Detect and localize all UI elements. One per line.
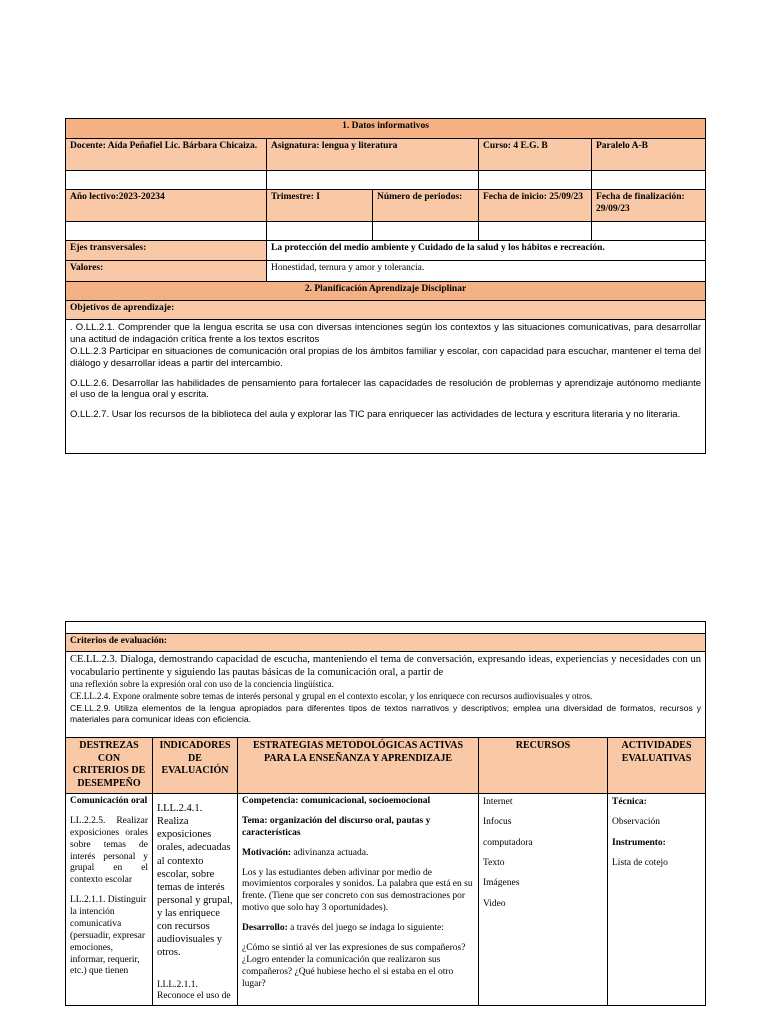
fecha-inicio-cell: Fecha de inicio: 25/09/23	[479, 190, 592, 222]
objetivos-label: Objetivos de aprendizaje:	[66, 301, 706, 320]
asignatura-cell: Asignatura: lengua y literatura	[267, 139, 479, 171]
col-indicadores: INDICADORES DE EVALUACIÓN	[153, 738, 238, 794]
instrumento-value: Lista de cotejo	[612, 858, 668, 869]
destreza-2: LL.2.1.1. Distinguir la intención comunicativa (persuadir, expresar emociones, informar, requerir, etc.) que tienen	[70, 895, 147, 977]
valores-value: Honestidad, ternura y amor y tolerancia.	[267, 261, 706, 282]
datos-informativos-table	[65, 118, 706, 454]
destrezas-cell	[66, 794, 153, 1006]
recurso-item: Internet	[483, 797, 513, 807]
planificacion-table	[65, 621, 706, 1006]
empty-cell	[66, 171, 267, 190]
criterios-label: Criterios de evaluación:	[66, 634, 706, 652]
criterio-3: CE.LL.2.9. Utiliza elementos de la lengua apropiados para diferentes tipos de textos narrativos y descriptivos; emplea una diversidad de formatos, recursos y materiales para comunicar ideas con eficiencia.	[70, 702, 702, 725]
recurso-item: Video	[483, 898, 506, 909]
indicador-2: I.LL.2.1.1. Reconoce el uso de	[157, 979, 231, 1002]
motivacion-text: adivinanza actuada.	[291, 847, 369, 858]
estrategia-parrafo-2: ¿Cómo se sintió al ver las expresiones de sus compañeros? ¿Logro entender la comunicación que realizaron sus compañeros? ¿Qué hubiese hecho el si estaba en el otro lugar?	[242, 942, 466, 989]
recursos-cell	[479, 794, 608, 1006]
anio-lectivo-cell: Año lectivo:2023-20234	[66, 190, 267, 222]
tecnica-label: Técnica:	[612, 797, 647, 807]
empty-cell	[479, 171, 592, 190]
objetivo-item: O.LL.2.3 Participar en situaciones de comunicación oral propias de los ámbitos familiar y escolar, con capacidad para escuchar, mantener el tema del diálogo y desarrollar ideas a partir del intercambio.	[70, 345, 702, 369]
empty-cell	[267, 222, 373, 241]
ejes-label: Ejes transversales:	[66, 241, 267, 261]
trimestre-cell: Trimestre: I	[267, 190, 373, 222]
indicador-1: I.LL.2.4.1. Realiza exposiciones orales, adecuadas al contexto escolar, sobre temas de interés personal y grupal, y las enriquece con recursos audiovisuales y otros.	[157, 803, 233, 959]
recurso-item: computadora	[483, 837, 533, 848]
recurso-item: Texto	[483, 858, 505, 869]
recurso-item: Infocus	[483, 817, 512, 828]
objetivo-item: . O.LL.2.1. Comprender que la lengua escrita se usa con diversas intenciones según los contextos y las situaciones comunicativas, para desarrollar una actitud de indagación crítica frente a los textos escritos	[70, 322, 702, 345]
col-recursos: RECURSOS	[479, 738, 608, 794]
tecnica-value: Observación	[612, 817, 661, 828]
destreza-titulo: Comunicación oral	[70, 796, 148, 806]
ejes-value: La protección del medio ambiente y Cuidado de la salud y los hábitos e recreación.	[267, 241, 706, 261]
tema-text: Tema: organización del discurso oral, pautas y características	[242, 815, 431, 838]
empty-cell	[66, 622, 706, 634]
estrategias-cell	[238, 794, 479, 1006]
objetivos-list	[66, 320, 706, 454]
paralelo-cell: Paralelo A-B	[592, 139, 706, 171]
destreza-1: LL.2.2.5. Realizar exposiciones orales sobre temas de interés personal y grupal en el contexto escolar	[70, 815, 148, 886]
col-estrategias: ESTRATEGIAS METODOLÓGICAS ACTIVAS PARA LA ENSEÑANZA Y APRENDIZAJE	[238, 738, 479, 794]
section2-title: 2. Planificación Aprendizaje Disciplinar	[66, 282, 706, 301]
periodos-cell: Número de periodos:	[373, 190, 479, 222]
motivacion-line	[242, 848, 474, 860]
actividades-cell	[608, 794, 706, 1006]
empty-cell	[66, 222, 267, 241]
docente-cell: Docente: Aída Peñafiel Lic. Bárbara Chicaiza.	[66, 139, 267, 171]
empty-cell	[373, 222, 479, 241]
desarrollo-line	[242, 923, 474, 935]
objetivo-item: O.LL.2.7. Usar los recursos de la biblioteca del aula y explorar las TIC para enriquecer las actividades de lectura y escritura literaria y no literaria.	[70, 409, 681, 421]
criterio-1: CE.LL.2.3. Dialoga, demostrando capacidad de escucha, manteniendo el tema de conversación, expresando ideas, experiencias y necesidades con un vocabulario pertinente y siguiendo las pautas básicas de la comunicación oral, a partir de	[70, 654, 702, 678]
criterios-content	[66, 652, 706, 738]
fecha-fin-cell: Fecha de finalización: 29/09/23	[592, 190, 706, 222]
empty-cell	[267, 171, 479, 190]
objetivo-item: O.LL.2.6. Desarrollar las habilidades de pensamiento para fortalecer las capacidades de resolución de problemas y aprendizaje autónomo mediante el uso de la lengua oral y escrita.	[70, 377, 702, 401]
curso-cell: Curso: 4 E.G. B	[479, 139, 592, 171]
competencia-text: Competencia: comunicacional, socioemocional	[242, 796, 431, 806]
empty-cell	[592, 222, 706, 241]
empty-cell	[479, 222, 592, 241]
desarrollo-text: a través del juego se indaga lo siguiente:	[287, 923, 444, 933]
indicadores-cell	[153, 794, 238, 1006]
desarrollo-label: Desarrollo:	[242, 923, 288, 933]
section1-title: 1. Datos informativos	[66, 119, 706, 139]
instrumento-label: Instrumento:	[612, 837, 666, 848]
criterio-1b: una reflexión sobre la expresión oral con uso de la conciencia lingüística.	[70, 679, 334, 690]
col-actividades: ACTIVIDADES EVALUATIVAS	[608, 738, 706, 794]
col-destrezas: DESTREZAS CON CRITERIOS DE DESEMPEÑO	[66, 738, 153, 794]
recurso-item: Imágenes	[483, 878, 520, 889]
empty-cell	[592, 171, 706, 190]
motivacion-label: Motivación:	[242, 847, 292, 858]
criterio-2: CE.LL.2.4. Expone oralmente sobre temas de interés personal y grupal en el contexto escolar, y los enriquece con recursos audiovisuales y otros.	[70, 690, 593, 701]
valores-label: Valores:	[66, 261, 267, 282]
estrategia-parrafo-1: Los y las estudiantes deben adivinar por medio de movimientos corporales y sonidos. La palabra que está en su frente. (Tiene que ser concreto con sus demostraciones por motivo que solo hay 3 oportunidades).	[242, 867, 473, 914]
